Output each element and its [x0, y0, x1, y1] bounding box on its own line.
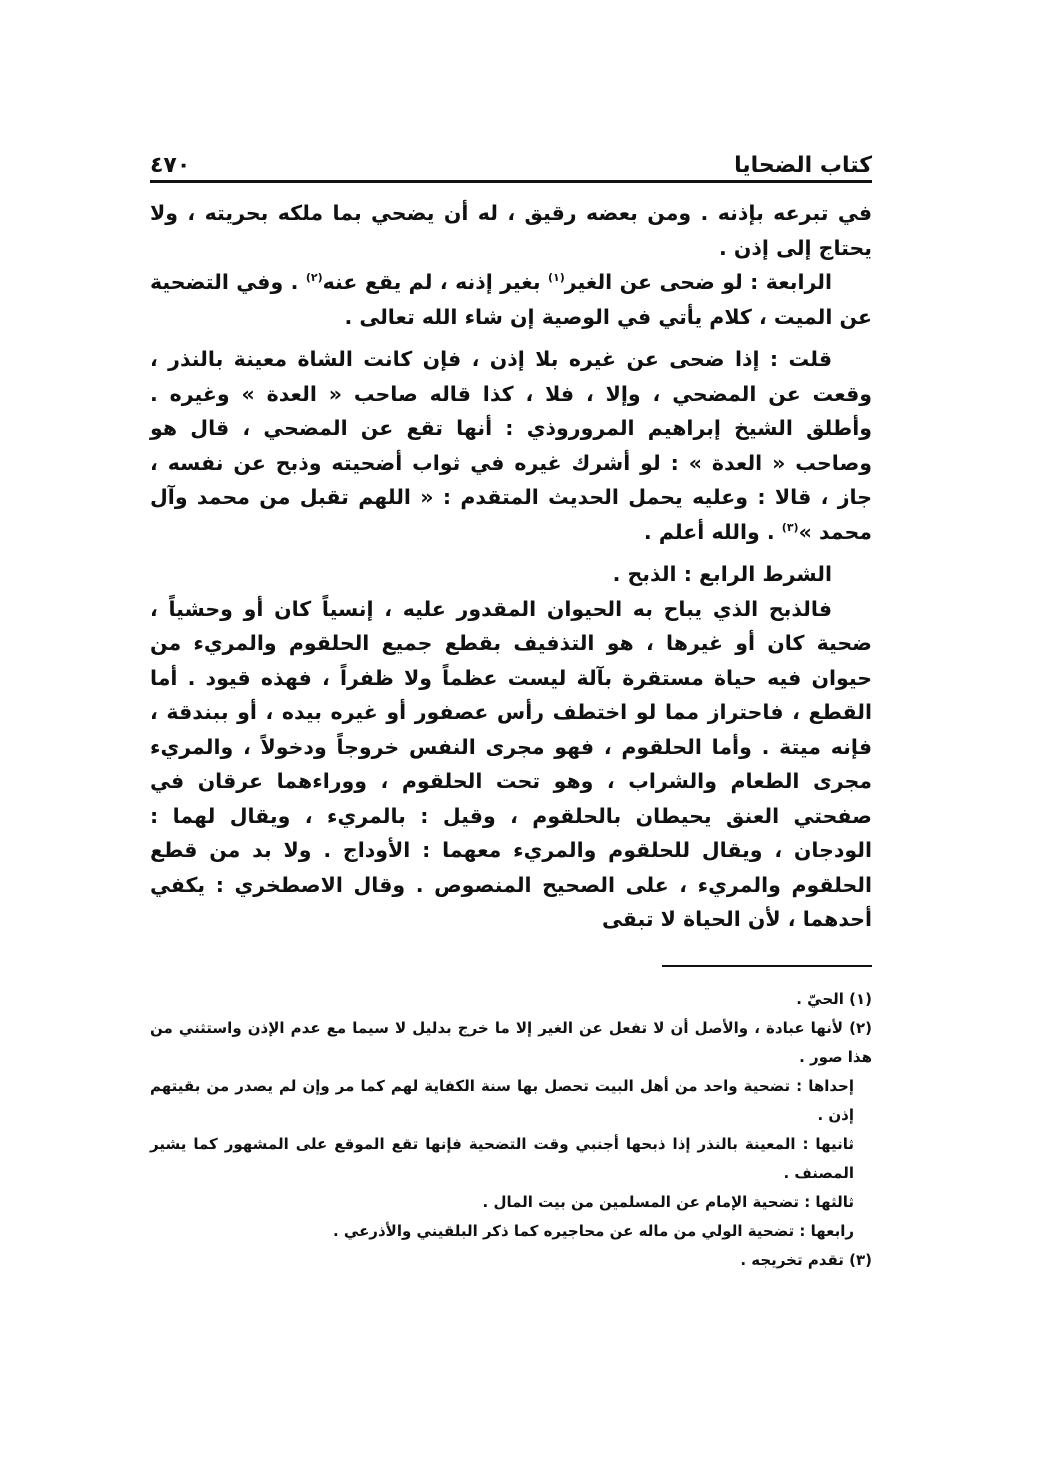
footnote-ref-2[interactable]: (٢) — [305, 271, 323, 285]
footnotes — [150, 985, 872, 1275]
footnote-1: (١) الحيّ . — [796, 990, 872, 1008]
footnote-2-item-1: إحداها : تضحية واحد من أهل البيت تحصل بها سنة الكفاية لهم كما مر وإن لم يصدر من بقيتهم إذن . — [150, 1077, 854, 1124]
footnote-2-item-2: ثانيها : المعينة بالنذر إذا ذبحها أجنبي وقت التضحية فإنها تقع الموقع على المشهور كما يشير المصنف . — [150, 1135, 854, 1182]
page-header — [150, 138, 872, 178]
footnote-2-item-3: ثالثها : تضحية الإمام عن المسلمين من بيت المال . — [482, 1193, 854, 1211]
paragraph-continuation: في تبرعه بإذنه . ومن بعضه رقيق ، له أن يضحي بما ملكه بحريته ، ولا يحتاج إلى إذن . — [150, 201, 872, 260]
paragraph-slaughter: فالذبح الذي يباح به الحيوان المقدور عليه ، إنسياً كان أو وحشياً ، ضحية كان أو غيرها ، هو التذفيف بقطع جميع الحلقوم والمريء من حيوان فيه حياة مستقرة بآلة ليست عظماً ولا ظفراً ، فهذه قيود . أما القطع ، فاحتراز مما لو اختطف رأس عصفور أو غيره بيده ، أو ببندقة ، فإنه ميتة . وأما الحلقوم ، فهو مجرى النفس خروجاً ودخولاً ، والمريء مجرى الطعام والشراب ، وهو تحت الحلقوم ، ووراءهما عرقان في صفحتي العنق يحيطان بالحلقوم ، وقيل : بالمريء ، ويقال لهما : الودجان ، ويقال للحلقوم والمريء معهما : الأوداج . ولا بد من قطع الحلقوم والمريء ، على الصحيح المنصوص . وقال الاصطخري : يكفي أحدهما ، لأن الحياة لا تبقى — [150, 596, 872, 931]
section-heading: الشرط الرابع : الذبح . — [612, 562, 832, 586]
running-title: كتاب الضحايا — [734, 153, 872, 178]
footnote-2: (٢) لأنها عبادة ، والأصل أن لا تفعل عن الغير إلا ما خرج بدليل لا سيما مع عدم الإذن واستثني من هذا صور . — [150, 1019, 872, 1066]
footnote-ref-1[interactable]: (١) — [547, 271, 565, 285]
main-text — [150, 196, 872, 937]
footnote-2-item-4: رابعها : تضحية الولي من ماله عن محاجيره كما ذكر البلقيني والأذرعي . — [332, 1222, 854, 1240]
footnote-rule — [662, 965, 872, 967]
page-number: ٤٧٠ — [150, 153, 191, 178]
footnote-3: (٣) تقدم تخريجه . — [740, 1251, 872, 1269]
paragraph-note: قلت : إذا ضحى عن غيره بلا إذن ، فإن كانت الشاة معينة بالنذر ، وقعت عن المضحي ، وإلا ، فلا ، كذا قاله صاحب « العدة » وغيره . وأطلق الشيخ إبراهيم المروروذي : أنها تقع عن المضحي ، قال هو وصاحب « العدة » : لو أشرك غيره في ثواب أضحيته وذبح عن نفسه ، جاز ، قالا : وعليه يحمل الحديث المتقدم : « اللهم تقبل من محمد وآل محمد »$^{(٣)}$ . والله أعلم . — [150, 347, 872, 544]
header-rule — [150, 180, 872, 183]
book-page — [150, 0, 872, 1477]
footnote-ref-3[interactable]: (٣) — [781, 520, 799, 534]
paragraph-fourth-issue: الرابعة : لو ضحى عن الغير$^{(١)}$ بغير إذنه ، لم يقع عنه$^{(٢)}$ . وفي التضحية عن الميت ، كلام يأتي في الوصية إن شاء الله تعالى . — [150, 270, 872, 329]
